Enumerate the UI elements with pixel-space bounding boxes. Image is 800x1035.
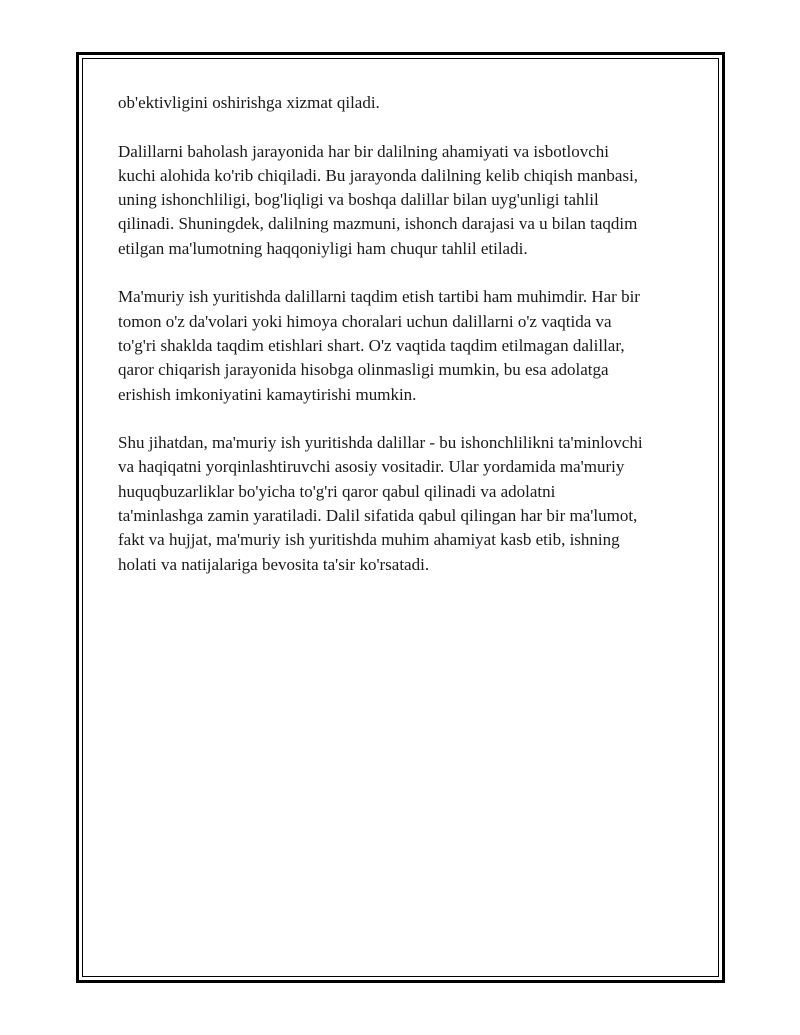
text-line: Dalillarni baholash jarayonida har bir dalilning ahamiyati va isbotlovchi [118,141,609,161]
document-body [118,91,698,601]
text-line: va haqiqatni yorqinlashtiruvchi asosiy vositadir. Ular yordamida ma'muriy [118,457,625,477]
text-line: qilinadi. Shuningdek, dalilning mazmuni, ishonch darajasi va u bilan taqdim [118,214,638,234]
text-line: tomon o'z da'volari yoki himoya choralari uchun dalillarni o'z vaqtida va [118,311,612,331]
text-line: ob'ektivligini oshirishga xizmat qiladi. [118,93,380,112]
paragraph-1 [118,91,698,115]
paragraph-3 [118,285,698,406]
text-line: etilgan ma'lumotning haqqoniyligi ham chuqur tahlil etiladi. [118,238,528,258]
paragraph-2 [118,140,698,261]
text-line: Shu jihatdan, ma'muriy ish yuritishda dalillar - bu ishonchlilikni ta'minlovchi [118,433,643,453]
text-line: qaror chiqarish jarayonida hisobga olinmasligi mumkin, bu esa adolatga [118,360,609,380]
text-line: erishish imkoniyatini kamaytirishi mumkin. [118,384,417,404]
text-line: to'g'ri shaklda taqdim etishlari shart. O'z vaqtida taqdim etilmagan dalillar, [118,335,625,355]
text-line: kuchi alohida ko'rib chiqiladi. Bu jarayonda dalilning kelib chiqish manbasi, [118,165,639,185]
text-line: holati va natijalariga bevosita ta'sir ko'rsatadi. [118,554,430,574]
text-line: huquqbuzarliklar bo'yicha to'g'ri qaror qabul qilinadi va adolatni [118,481,556,501]
paragraph-4 [118,431,698,577]
text-line: ta'minlashga zamin yaratiladi. Dalil sifatida qabul qilingan har bir ma'lumot, [118,506,638,526]
text-line: fakt va hujjat, ma'muriy ish yuritishda muhim ahamiyat kasb etib, ishning [118,530,620,550]
text-line: Ma'muriy ish yuritishda dalillarni taqdim etish tartibi ham muhimdir. Har bir [118,287,640,307]
text-line: uning ishonchliligi, bog'liqligi va boshqa dalillar bilan uyg'unligi tahlil [118,190,599,210]
